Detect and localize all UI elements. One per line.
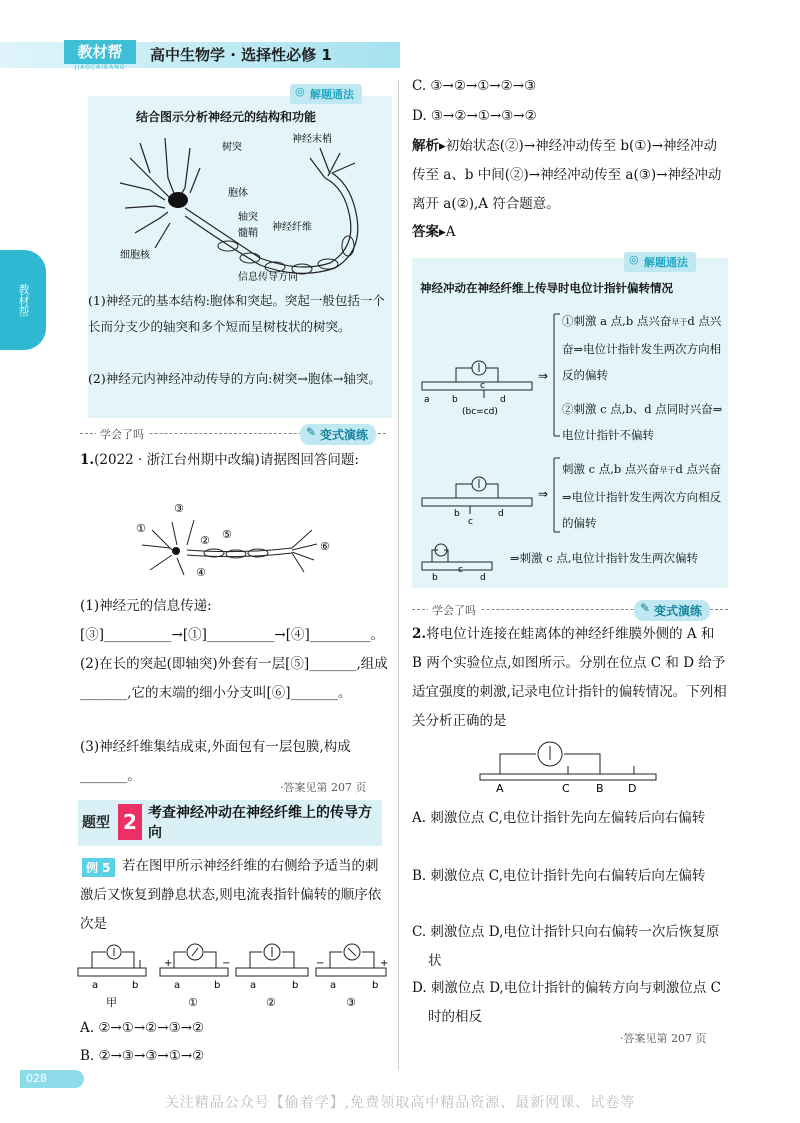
type-title: 考查神经冲动在神经纤维上的传导方向 — [148, 805, 372, 841]
brand-logo-sub: JIAOCAIBANG — [74, 64, 126, 71]
q2-option-a: A. 刺激位点 C,电位计指针先向左偏转后向右偏转 — [412, 810, 706, 826]
case3: ⇒刺激 c 点,电位计指针发生两次偏转 — [510, 551, 699, 565]
label-axon: 轴突 — [238, 212, 258, 223]
implies-2: ⇒ — [538, 487, 549, 501]
meter-figure-q2 — [478, 736, 658, 794]
case2 — [562, 456, 726, 536]
q2-fig-c: C — [562, 782, 570, 795]
label-fiber: 神经纤维 — [272, 222, 312, 233]
q2-fig-a: A — [496, 782, 504, 795]
answer-label: 答案 — [412, 224, 439, 240]
analysis-label: 解析 — [412, 138, 439, 154]
answer-reference-2: ·答案见第 207 页 — [620, 1032, 707, 1045]
example-badge: 例 5 — [82, 858, 115, 877]
question-number: 1. — [80, 452, 95, 468]
analysis-text: 初始状态(②)→神经冲动传至 b(①)→神经冲动传至 a、b 中间(②)→神经冲动传至 a(③)→神经冲动离开 a(②),A 符合题意。 — [412, 138, 722, 212]
case1-b-text: d 点兴奋⇒电位计指针发生两次方向相反的偏转 — [562, 314, 722, 382]
label-nucleus: 细胞核 — [120, 250, 150, 261]
analysis: 解析▸初始状态(②)→神经冲动传至 b(①)→神经冲动传至 a、b 中间(②)→神经冲动传至 a(③)→神经冲动离开 a(②),A 符合题意。 — [412, 138, 722, 212]
watermark: 关注精品公众号【偷着学】,免费领取高中精品资源、最新网课、试卷等 — [164, 1095, 636, 1111]
practice-badge-2: ✎ 变式演练 — [634, 600, 710, 621]
tip-badge: ◎ 解题通法 — [290, 84, 362, 104]
practice-note: 学会了吗 — [96, 426, 148, 442]
practice-note-2: 学会了吗 — [428, 602, 480, 618]
m1-note: (bc=cd) — [462, 407, 498, 417]
fig-caption-jia: 甲 — [106, 996, 117, 1009]
m1-c: c — [480, 381, 485, 391]
fig-caption-3: ③ — [346, 996, 356, 1009]
label-direction: 信息传导方向 — [238, 272, 298, 283]
fig-mark-2: ② — [200, 534, 210, 547]
m2-d: d — [498, 509, 504, 519]
fig2-b-label: b — [292, 980, 299, 991]
brand-logo: 教材帮 — [64, 40, 136, 64]
case1-a — [562, 308, 726, 388]
q2-option-c: C. 刺激位点 D,电位计指针只向右偏转一次后恢复原状 — [412, 924, 720, 969]
fig3-a-label: a — [330, 980, 337, 991]
fig-caption-1: ① — [188, 996, 198, 1009]
tip-badge-2: ◎ 解题通法 — [624, 252, 696, 272]
question-2 — [412, 620, 728, 736]
m1-b: b — [452, 395, 458, 405]
fig-mark-5: ⑤ — [222, 528, 232, 541]
m3-d: d — [480, 573, 486, 583]
implies-1: ⇒ — [538, 369, 549, 383]
type-number: 2 — [118, 804, 142, 840]
practice-badge: ✎ 变式演练 — [300, 424, 376, 445]
option-c: C. ③→②→①→②→③ — [412, 78, 537, 94]
case1-earlier: 早于 — [671, 318, 688, 327]
q2-fig-b: B — [596, 782, 604, 795]
fig1-b-label: b — [214, 980, 221, 991]
m2-b: b — [454, 509, 460, 519]
m1-a: a — [424, 395, 430, 405]
page-header — [0, 0, 800, 80]
fig1-a-label: a — [174, 980, 181, 991]
fig-a-label: a — [92, 980, 99, 991]
meter-figures — [76, 938, 389, 1010]
q2-fig-d: D — [628, 782, 637, 795]
fig2-a-label: a — [250, 980, 257, 991]
q2-option-d: D. 刺激位点 D,电位计指针的偏转方向与刺激位点 C 时的相反 — [412, 980, 721, 1025]
case2-a-text: 刺激 c 点,b 点兴奋 — [562, 462, 660, 476]
fig-mark-3: ③ — [174, 502, 184, 515]
book-title: 高中生物学 · 选择性必修 1 — [150, 46, 332, 64]
m3-c: c — [458, 565, 463, 575]
fig3-b-label: b — [372, 980, 379, 991]
answer-reference: ·答案见第 207 页 — [280, 781, 367, 794]
case1-a-text: ①刺激 a 点,b 点兴奋 — [562, 314, 672, 328]
column-divider — [398, 80, 399, 1070]
m3-b: b — [432, 573, 438, 583]
panel-text-1: (1)神经元的基本结构:胞体和突起。突起一般包括一个长而分支少的轴突和多个短而呈树枝状的树突。 — [88, 293, 385, 334]
case1-c: ②刺激 c 点,b、d 点同时兴奋⇒电位计指针不偏转 — [562, 402, 723, 442]
case2-earlier: 早于 — [659, 466, 676, 475]
question-1-part-3: (3)神经纤维集结成束,外面包有一层包膜,构成_______。 — [80, 739, 351, 784]
answer-value: A — [445, 224, 456, 240]
question-2-number: 2. — [412, 626, 427, 642]
type-label: 题型 — [82, 815, 110, 831]
answer-line: 答案▸A — [412, 224, 456, 240]
panel2-title: 神经冲动在神经纤维上传导时电位计指针偏转情况 — [420, 281, 673, 295]
label-soma: 胞体 — [228, 188, 248, 199]
label-sheath: 髓鞘 — [238, 228, 258, 239]
question-text: (2022 · 浙江台州期中改编)请据图回答问题: — [94, 452, 359, 468]
question-1-part-2: (2)在长的突起(即轴突)外套有一层[⑤]_______,组成_______,它的末端的细小分支叫[⑥]_______。 — [80, 656, 388, 701]
fig3-plus: + — [380, 958, 389, 969]
fig1-minus: − — [222, 958, 231, 969]
question-2-text: 将电位计连接在蛙离体的神经纤维膜外侧的 A 和 B 两个实验位点,如图所示。分别在位点 C 和 D 给予适宜强度的刺激,记录电位计指针的偏转情况。下列相关分析正确的是 — [412, 626, 727, 729]
neuron-diagram — [110, 128, 390, 288]
question-1 — [80, 446, 390, 475]
fig-mark-1: ① — [136, 522, 146, 535]
fig3-minus: − — [316, 958, 325, 969]
fig-mark-4: ④ — [196, 566, 206, 579]
case2-b-text: d 点兴奋⇒电位计指针发生两次方向相反的偏转 — [562, 462, 722, 530]
q2-option-b: B. 刺激位点 C,电位计指针先向右偏转后向左偏转 — [412, 868, 706, 884]
option-b: B. ②→③→③→①→② — [80, 1048, 205, 1064]
option-d: D. ③→②→①→③→② — [412, 108, 537, 124]
label-dendrite: 树突 — [222, 142, 242, 153]
panel-text-2: (2)神经元内神经冲动传导的方向:树突→胞体→轴突。 — [88, 371, 381, 386]
neuron-figure-q1 — [132, 500, 342, 580]
fig-b-label: b — [132, 980, 139, 991]
question-1-part-1: (1)神经元的信息传递:[③]__________→[①]__________→[④]_________。 — [80, 598, 384, 643]
fig1-plus: + — [164, 958, 173, 969]
label-nerve-end: 神经末梢 — [292, 134, 332, 145]
m1-d: d — [500, 395, 506, 405]
fig-caption-2: ② — [266, 996, 276, 1009]
example-text: 若在图甲所示神经纤维的右侧给予适当的刺激后又恢复到静息状态,则电流表指针偏转的顺序依次是 — [80, 858, 382, 932]
side-tab: 教材帮 — [0, 250, 46, 350]
fig-mark-6: ⑥ — [320, 540, 330, 553]
m2-c: c — [468, 517, 473, 527]
option-a: A. ②→①→②→③→② — [80, 1020, 205, 1036]
page-number: 028 — [20, 1070, 84, 1088]
panel-title: 结合图示分析神经元的结构和功能 — [136, 110, 317, 124]
